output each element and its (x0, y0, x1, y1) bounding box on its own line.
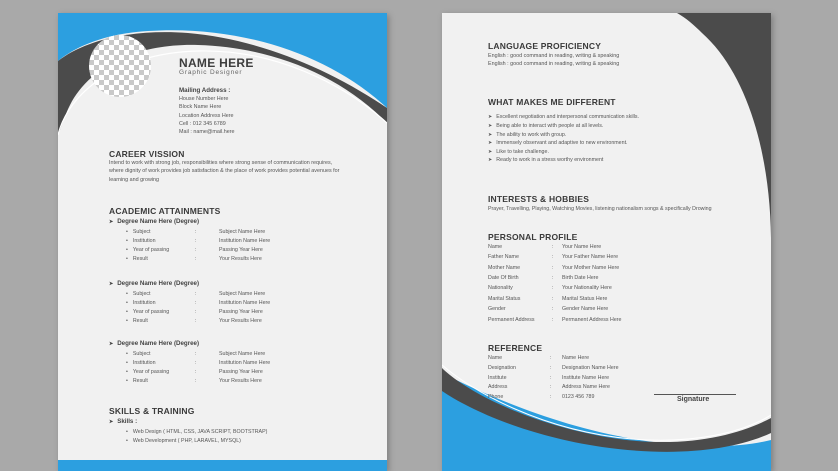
degree-title: ➤ Degree Name Here (Degree) (109, 280, 199, 287)
language-line: English : good command in reading, writing & speaking (488, 53, 620, 59)
mailing-heading: Mailing Address : (179, 87, 231, 94)
degree-row-label: • Year of passing (126, 247, 169, 253)
degree-row-sep: : (195, 291, 197, 297)
different-heading: WHAT MAKES ME DIFFERENT (488, 97, 616, 107)
personal-row-label: Mother Name (488, 265, 521, 271)
degree-row-label: • Result (126, 318, 148, 324)
personal-row-value: Your Mother Name Here (562, 265, 620, 271)
different-item: ➤ Ready to work in a stress worthy environment (488, 157, 603, 163)
degree-row-sep: : (195, 309, 197, 315)
personal-heading: PERSONAL PROFILE (488, 232, 578, 242)
different-item: ➤ Excellent negotiation and interpersonal communication skills. (488, 114, 639, 120)
career-text (109, 159, 379, 184)
skill-item: • Web Development ( PHP, LARAVEL, MYSQL) (126, 438, 241, 444)
reference-row-sep: : (550, 355, 552, 361)
reference-row-label: Designation (488, 365, 516, 371)
different-item: ➤ Being able to interact with people at all levels. (488, 123, 603, 129)
degree-row-sep: : (195, 256, 197, 262)
degree-title: ➤ Degree Name Here (Degree) (109, 340, 199, 347)
degree-row-sep: : (195, 378, 197, 384)
signature-label: Signature (677, 396, 710, 403)
personal-row-sep: : (552, 244, 554, 250)
skills-subheading: ➤ Skills : (109, 418, 137, 425)
reference-row-value: 0123 456 789 (562, 394, 595, 400)
personal-row-sep: : (552, 254, 554, 260)
degree-row-value: Subject Name Here (219, 291, 266, 297)
personal-row-sep: : (552, 275, 554, 281)
mailing-line: House Number Here (179, 96, 229, 102)
degree-row-label: • Year of passing (126, 369, 169, 375)
resume-page-1 (58, 13, 387, 471)
personal-row-sep: : (552, 296, 554, 302)
degree-row-value: Passing Year Here (219, 369, 263, 375)
degree-row-value: Passing Year Here (219, 309, 263, 315)
personal-row-value: Your Name Here (562, 244, 602, 250)
different-item: ➤ The ability to work with group. (488, 132, 566, 138)
personal-row-label: Father Name (488, 254, 519, 260)
personal-row-label: Nationality (488, 285, 513, 291)
mailing-line: Block Name Here (179, 104, 222, 111)
photo-placeholder-icon (89, 35, 151, 97)
reference-row-sep: : (550, 384, 552, 390)
reference-row-sep: : (550, 375, 552, 381)
page2-swoosh-decoration (442, 13, 771, 471)
signature-line (654, 394, 736, 395)
reference-row-label: Institute (488, 375, 507, 381)
degree-row-sep: : (195, 360, 197, 366)
reference-heading: REFERENCE (488, 343, 543, 353)
degree-row-value: Institution Name Here (219, 300, 271, 306)
degree-row-sep: : (195, 300, 197, 306)
skill-item: • Web Design ( HTML, CSS, JAVA SCRIPT, BOOTSTRAP) (126, 429, 267, 435)
personal-row-value: Your Nationality Here (562, 285, 612, 291)
degree-row-sep: : (195, 247, 197, 253)
degree-row-value: Your Results Here (219, 318, 262, 324)
personal-row-label: Permanent Address (488, 317, 535, 323)
degree-row-label: • Institution (126, 238, 156, 244)
degree-row-value: Your Results Here (219, 256, 262, 262)
degree-title: ➤ Degree Name Here (Degree) (109, 218, 199, 225)
language-line: English : good command in reading, writing & speaking (488, 61, 620, 68)
career-line: where dignity of work provides job satisfaction & the place of work provides potential avenues for (109, 168, 340, 175)
personal-row-value: Birth Date Here (562, 275, 599, 281)
reference-row-value: Name Here (562, 355, 590, 361)
degree-row-value: Institution Name Here (219, 360, 271, 366)
personal-row-label: Date Of Birth (488, 275, 519, 281)
career-heading: CAREER VISSION (109, 149, 185, 159)
personal-row-sep: : (552, 317, 554, 323)
reference-row-label: Phone (488, 394, 504, 400)
reference-row-sep: : (550, 365, 552, 371)
personal-row-sep: : (552, 285, 554, 291)
degree-row-label: • Institution (126, 300, 156, 306)
mailing-address (179, 95, 235, 136)
degree-row-sep: : (195, 229, 197, 235)
skills-heading: SKILLS & TRAINING (109, 406, 195, 416)
degree-row-label: • Subject (126, 229, 151, 235)
different-item: ➤ Like to take challenge. (488, 149, 549, 155)
degree-row-label: • Institution (126, 360, 156, 366)
language-heading: LANGUAGE PROFICIENCY (488, 41, 602, 51)
degree-row-label: • Year of passing (126, 309, 169, 315)
reference-row-label: Address (488, 384, 508, 390)
candidate-name: NAME HERE (179, 56, 254, 70)
reference-row-value: Institute Name Here (562, 375, 610, 381)
degree-row-label: • Subject (126, 351, 151, 357)
personal-row-value: Gender Name Here (562, 306, 609, 312)
personal-row-label: Gender (488, 306, 506, 312)
personal-row-label: Marital Status (488, 296, 521, 302)
mailing-line: Cell : 012 345 6789 (179, 120, 226, 127)
degree-row-label: • Result (126, 256, 148, 262)
reference-row-value: Designation Name Here (562, 365, 619, 371)
degree-row-label: • Subject (126, 291, 151, 297)
mailing-line: Location Address Here (179, 112, 234, 119)
interests-heading: INTERESTS & HOBBIES (488, 194, 590, 204)
reference-row-sep: : (550, 394, 552, 400)
mailing-line: Mail : name@mail.here (179, 129, 235, 136)
degree-row-value: Passing Year Here (219, 247, 263, 253)
personal-row-value: Your Father Name Here (562, 254, 619, 260)
language-list (488, 52, 619, 69)
personal-row-value: Marital Status Here (562, 296, 608, 302)
degree-row-value: Your Results Here (219, 378, 262, 384)
personal-row-label: Name (488, 244, 503, 250)
personal-row-sep: : (552, 265, 554, 271)
degree-row-sep: : (195, 318, 197, 324)
resume-page-2 (442, 13, 771, 471)
reference-row-value: Address Name Here (562, 384, 610, 390)
degree-row-sep: : (195, 238, 197, 244)
career-line: Intend to work with strong job, responsibilities where strong sense of communication requires, (109, 160, 333, 166)
degree-row-sep: : (195, 351, 197, 357)
academic-heading: ACADEMIC ATTAINMENTS (109, 206, 221, 216)
different-item: ➤ Immensely observant and adaptive to new environment. (488, 140, 628, 146)
career-line: learning and growing (109, 176, 160, 183)
personal-row-value: Permanent Address Here (562, 317, 622, 323)
degree-row-label: • Result (126, 378, 148, 384)
degree-row-sep: : (195, 369, 197, 375)
degree-row-value: Subject Name Here (219, 229, 266, 235)
candidate-designation: Graphic Designer (179, 69, 243, 76)
page1-bottom-bar (58, 460, 387, 471)
degree-row-value: Institution Name Here (219, 238, 271, 244)
reference-row-label: Name (488, 355, 503, 361)
interests-text: Prayer, Travelling, Playing, Watching Movies, listening nationalism songs & specifically Drowing (488, 206, 712, 212)
personal-row-sep: : (552, 306, 554, 312)
degree-row-value: Subject Name Here (219, 351, 266, 357)
